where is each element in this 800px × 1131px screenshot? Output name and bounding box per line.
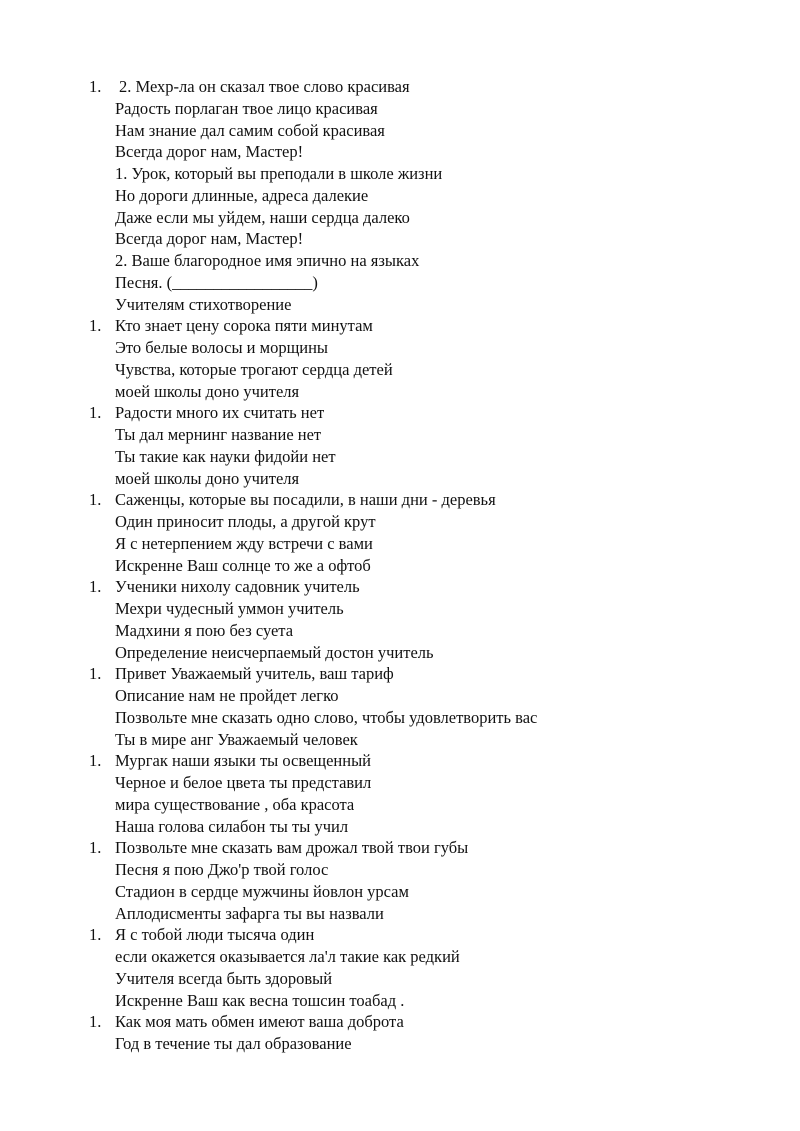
text-line [0,207,800,229]
line-text: Год в течение ты дал образование [115,1034,352,1053]
line-text: Искренне Ваш как весна тошсин тоабад . [115,990,405,1010]
text-line [0,903,800,925]
line-text: Определение неисчерпаемый достон учитель [115,642,434,662]
list-item [0,1011,800,1055]
line-text: Ты такие как науки фидойи нет [115,446,336,466]
line-text: моей школы доно учителя [115,381,300,401]
list-number: 1. [89,77,102,96]
line-text: Чувства, которые трогают сердца детей [115,359,393,379]
list-number: 1. [89,751,102,771]
text-line [0,837,800,859]
line-text: Искренне Ваш солнце то же а офтоб [115,555,371,575]
line-text: Учителям стихотворение [115,294,292,314]
text-line [0,555,800,577]
text-line [0,402,800,424]
text-line [0,663,800,685]
text-line [0,228,800,250]
list-number: 1. [89,1012,102,1032]
text-line [0,620,800,642]
list-number: 1. [89,838,102,858]
text-line [0,533,800,555]
text-line [0,381,800,403]
line-text: Позвольте мне сказать вам дрожал твой твои губы [115,838,469,858]
line-text: Черное и белое цвета ты представил [115,773,372,792]
text-line [0,924,800,946]
text-line [0,576,800,598]
line-text: Стадион в сердце мужчины йовлон урсам [115,881,409,901]
text-line [0,446,800,468]
line-text: Радости много их считать нет [115,403,325,423]
text-line [0,642,800,664]
text-line [0,859,800,881]
list-number: 1. [89,925,102,945]
text-line [0,163,800,185]
line-text: Привет Уважаемый учитель, ваш тариф [115,664,394,684]
text-line [0,685,800,707]
line-text: Мехри чудесный уммон учитель [115,599,344,618]
text-line [0,598,800,620]
list-number: 1. [89,577,102,597]
text-line [0,337,800,359]
text-line [0,141,800,163]
line-text: Но дороги длинные, адреса далекие [115,185,369,205]
line-text: Это белые волосы и морщины [115,338,329,357]
text-line [0,98,800,120]
line-text: моей школы доно учителя [115,468,300,488]
line-text: Как моя мать обмен имеют ваша доброта [115,1012,404,1032]
line-text: Всегда дорог нам, Мастер! [115,142,304,162]
text-line [0,294,800,316]
text-line [0,424,800,446]
text-line [0,359,800,381]
list-item [0,837,800,924]
document-body [0,76,800,1055]
line-text: 2. Мехр-ла он сказал твое слово красивая [119,77,410,96]
list-number: 1. [89,490,102,510]
text-line [0,315,800,337]
line-text: Радость порлаган твое лицо красивая [115,98,378,118]
line-text: Саженцы, которые вы посадили, в наши дни - деревья [115,490,496,510]
line-text: 2. Ваше благородное имя эпично на языках [115,251,420,270]
list-item [0,76,800,315]
line-text: Всегда дорог нам, Мастер! [115,229,304,249]
line-text: Один приносит плоды, а другой крут [115,512,376,531]
line-text: 1. Урок, который вы преподали в школе жизни [115,164,443,183]
line-text: Учителя всегда быть здоровый [115,968,333,988]
text-line [0,750,800,772]
line-text: Ты дал мернинг название нет [115,425,322,444]
list-item [0,750,800,837]
text-line [0,120,800,142]
text-line [0,250,800,272]
line-text: Мургак наши языки ты освещенный [115,751,371,771]
line-text: Песня. (_________________) [115,272,318,292]
text-line [0,1011,800,1033]
line-text: Мадхини я пою без суета [115,620,294,640]
line-text: Ученики нихолу садовник учитель [115,577,360,597]
list-item [0,402,800,489]
text-line [0,185,800,207]
line-text: мира существование , оба красота [115,794,355,814]
line-text: Я с нетерпением жду встречи с вами [115,533,373,553]
line-text: Позвольте мне сказать одно слово, чтобы удовлетворить вас [115,707,538,727]
list-item [0,663,800,750]
list-item [0,315,800,402]
line-text: Я с тобой люди тысяча один [115,925,315,945]
text-line [0,946,800,968]
line-text: Нам знание дал самим собой красивая [115,120,385,140]
list-item [0,924,800,1011]
line-text: Аплодисменты зафарга ты вы назвали [115,903,384,923]
line-text: Ты в мире анг Уважаемый человек [115,729,358,749]
line-text: если окажется оказывается ла'л такие как редкий [115,947,460,966]
text-line [0,489,800,511]
text-line [0,794,800,816]
list-item [0,576,800,663]
list-number: 1. [89,316,102,336]
text-line [0,76,800,98]
text-line [0,772,800,794]
text-line [0,1033,800,1055]
text-line [0,272,800,294]
list-number: 1. [89,403,102,423]
text-line [0,511,800,533]
list-item [0,489,800,576]
text-line [0,468,800,490]
text-line [0,990,800,1012]
text-line [0,881,800,903]
text-line [0,968,800,990]
line-text: Наша голова силабон ты ты учил [115,816,349,836]
text-line [0,729,800,751]
text-line [0,816,800,838]
line-text: Даже если мы уйдем, наши сердца далеко [115,207,410,227]
text-line [0,707,800,729]
line-text: Описание нам не пройдет легко [115,686,339,705]
list-number: 1. [89,664,102,684]
line-text: Песня я пою Джо'р твой голос [115,860,329,879]
line-text: Кто знает цену сорока пяти минутам [115,316,373,336]
